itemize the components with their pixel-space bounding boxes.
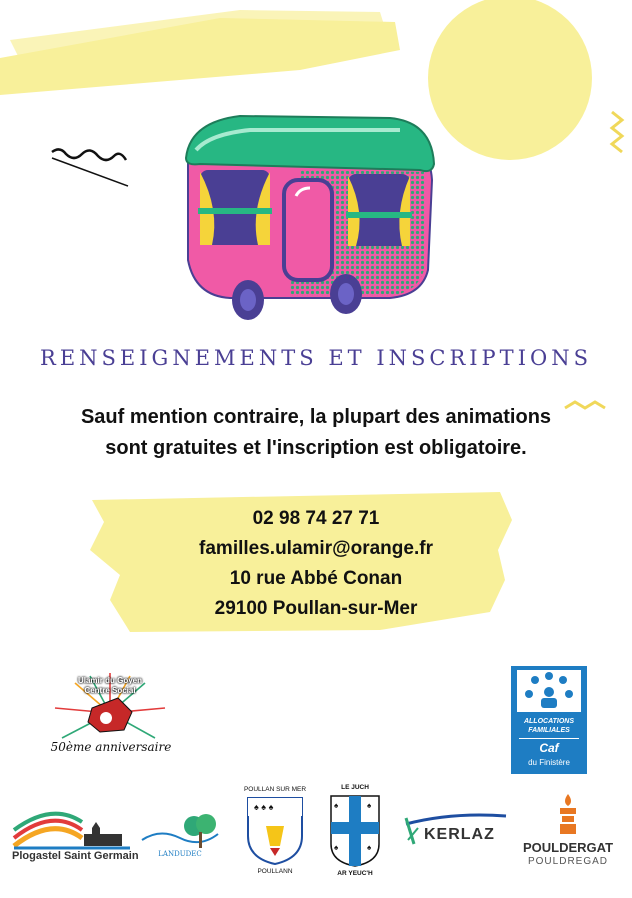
kerlaz-name: KERLAZ [424, 826, 495, 843]
intro-line-1: Sauf mention contraire, la plupart des animations [80, 406, 552, 428]
poullan-logo [242, 786, 308, 880]
kerlaz-logo [402, 810, 510, 854]
section-heading: RENSEIGNEMENTS ET INSCRIPTIONS [40, 346, 592, 370]
squiggle-left [52, 149, 126, 160]
le-juch-shield-icon [329, 794, 381, 868]
intro-line-2: sont gratuites et l'inscription est obligatoire. [105, 437, 527, 459]
plogastel-logo [12, 808, 139, 868]
caf-logo [511, 666, 587, 774]
le-juch-bottom: AR YEUC'H [337, 870, 373, 877]
svg-text:♠: ♠ [367, 843, 372, 852]
squiggle-right [612, 112, 622, 152]
svg-text:♠ ♠ ♠: ♠ ♠ ♠ [254, 802, 274, 812]
ulamir-logo [40, 668, 180, 768]
contact-email[interactable]: familles.ulamir@orange.fr [199, 538, 433, 559]
contact-city: 29100 Poullan-sur-Mer [214, 598, 418, 619]
pouldergat-logo [518, 792, 618, 870]
plogastel-waves-icon [12, 808, 134, 850]
ulamir-name: Ulamir du Goyen [77, 676, 142, 685]
svg-text:♠: ♠ [367, 801, 372, 810]
svg-text:♠: ♠ [334, 843, 339, 852]
caf-line-1: ALLOCATIONS [523, 718, 575, 725]
pouldergat-name: POULDERGAT [522, 840, 614, 855]
ulamir-subtitle: Centre Social [84, 686, 136, 695]
poullan-bottom: POULLANN [257, 868, 293, 875]
pouldergat-tower-icon [554, 792, 582, 836]
landudec-tree-icon [140, 810, 220, 852]
caf-brand: Caf [539, 741, 559, 755]
pouldergat-breton: POULDREGAD [527, 856, 608, 867]
caf-line-2: FAMILIALES [528, 727, 570, 734]
caf-divider [519, 738, 579, 739]
ulamir-anniversary: 50ème anniversaire [50, 740, 172, 754]
squiggle-left-line [52, 158, 128, 186]
caf-family-icon [511, 666, 587, 716]
sun-circle [428, 0, 592, 160]
caf-region: du Finistère [528, 758, 570, 767]
poullan-top: POULLAN SUR MER [243, 786, 307, 793]
poullan-shield-icon [246, 796, 304, 866]
intro-text [20, 402, 612, 464]
svg-text:♠: ♠ [334, 801, 339, 810]
contact-phone: 02 98 74 27 71 [252, 508, 380, 529]
landudec-logo [140, 810, 220, 865]
le-juch-logo [327, 784, 383, 880]
le-juch-top: LE JUCH [341, 784, 369, 791]
caravan-illustration [150, 100, 450, 325]
landudec-name: LANDUDEC [158, 850, 202, 858]
contact-address: 10 rue Abbé Conan [229, 568, 403, 589]
plogastel-name: Plogastel Saint Germain [12, 850, 139, 862]
